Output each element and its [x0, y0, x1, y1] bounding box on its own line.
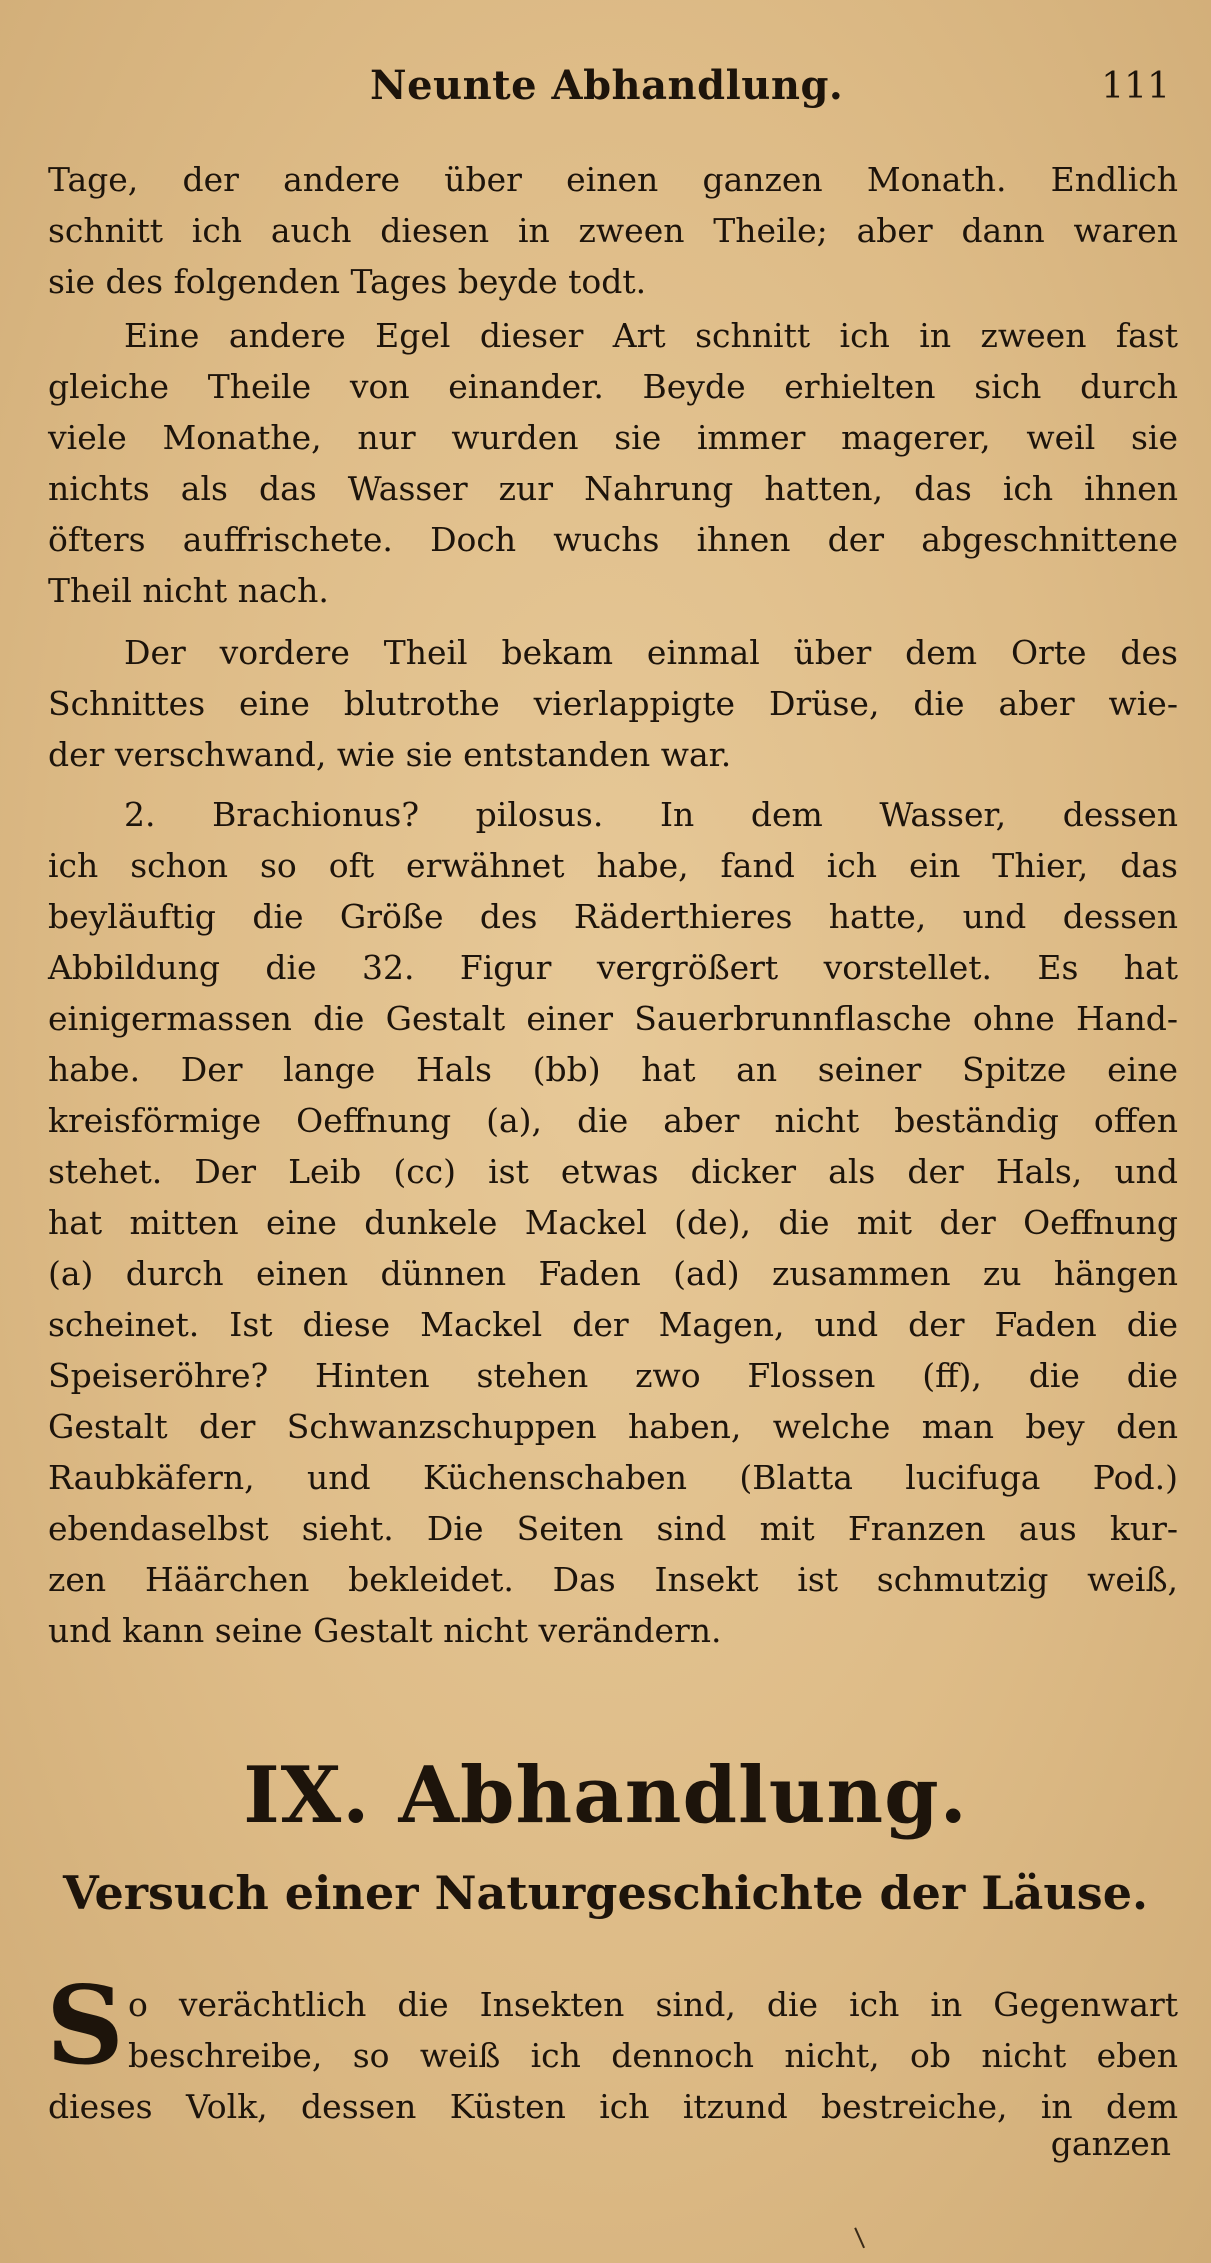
text-line: Raubkäfern, und Küchenschaben (Blatta lucifuga Pod.) [48, 1458, 1178, 1497]
text-line: öfters auffrischete. Doch wuchs ihnen der abgeschnittene [48, 520, 1178, 559]
text-line: einigermassen die Gestalt einer Sauerbrunnflasche ohne Hand- [48, 999, 1178, 1038]
text-line: beschreibe, so weiß ich dennoch nicht, ob nicht eben [128, 2036, 1178, 2075]
text-line: sie des folgenden Tages beyde todt. [48, 262, 647, 301]
text-line: der verschwand, wie sie entstanden war. [48, 735, 732, 774]
text-line: habe. Der lange Hals (bb) hat an seiner Spitze eine [48, 1050, 1178, 1089]
text-line: und kann seine Gestalt nicht verändern. [48, 1611, 722, 1650]
text-line: stehet. Der Leib (cc) ist etwas dicker als der Hals, und [48, 1152, 1178, 1191]
text-line: (a) durch einen dünnen Faden (ad) zusammen zu hängen [48, 1254, 1178, 1293]
text-line: scheinet. Ist diese Mackel der Magen, und der Faden die [48, 1305, 1178, 1344]
text-line: ebendaselbst sieht. Die Seiten sind mit Franzen aus kur- [48, 1509, 1178, 1548]
text-line: Gestalt der Schwanzschuppen haben, welche man bey den [48, 1407, 1178, 1446]
text-line: Tage, der andere über einen ganzen Monath. Endlich [48, 160, 1178, 199]
text-line: nichts als das Wasser zur Nahrung hatten, das ich ihnen [48, 469, 1178, 508]
page-number: 111 [1101, 66, 1170, 107]
text-line: gleiche Theile von einander. Beyde erhielten sich durch [48, 367, 1178, 406]
text-line: beyläuftig die Größe des Räderthieres hatte, und dessen [48, 897, 1178, 936]
chapter-heading: IX. Abhandlung. [243, 1750, 968, 1841]
text-line: dieses Volk, dessen Küsten ich itzund bestreiche, in dem [48, 2087, 1178, 2126]
text-line: o verächtlich die Insekten sind, die ich in Gegenwart [128, 1985, 1178, 2024]
catchword: ganzen [1050, 2124, 1171, 2163]
text-line: 2. Brachionus? pilosus. In dem Wasser, dessen [124, 795, 1178, 834]
chapter-subtitle: Versuch einer Naturgeschichte der Läuse. [63, 1866, 1148, 1920]
text-line: zen Häärchen bekleidet. Das Insekt ist schmutzig weiß, [48, 1560, 1178, 1599]
paper-speck [854, 2222, 878, 2249]
drop-cap: S [46, 1963, 124, 2089]
text-line: hat mitten eine dunkele Mackel (de), die mit der Oeffnung [48, 1203, 1178, 1242]
text-line: ich schon so oft erwähnet habe, fand ich ein Thier, das [48, 846, 1178, 885]
text-line: Abbildung die 32. Figur vergrößert vorstellet. Es hat [48, 948, 1178, 987]
text-line: schnitt ich auch diesen in zween Theile; aber dann waren [48, 211, 1178, 250]
text-line: kreisförmige Oeffnung (a), die aber nicht beständig offen [48, 1101, 1178, 1140]
text-line: Schnittes eine blutrothe vierlappigte Drüse, die aber wie- [48, 684, 1178, 723]
running-header [60, 62, 1170, 118]
running-title: Neunte Abhandlung. [370, 62, 844, 109]
text-line: Speiseröhre? Hinten stehen zwo Flossen (ff), die die [48, 1356, 1178, 1395]
text-line: Der vordere Theil bekam einmal über dem Orte des [124, 633, 1178, 672]
text-line: viele Monathe, nur wurden sie immer magerer, weil sie [48, 418, 1178, 457]
text-line: Eine andere Egel dieser Art schnitt ich in zween fast [124, 316, 1178, 355]
text-line: Theil nicht nach. [48, 571, 329, 610]
